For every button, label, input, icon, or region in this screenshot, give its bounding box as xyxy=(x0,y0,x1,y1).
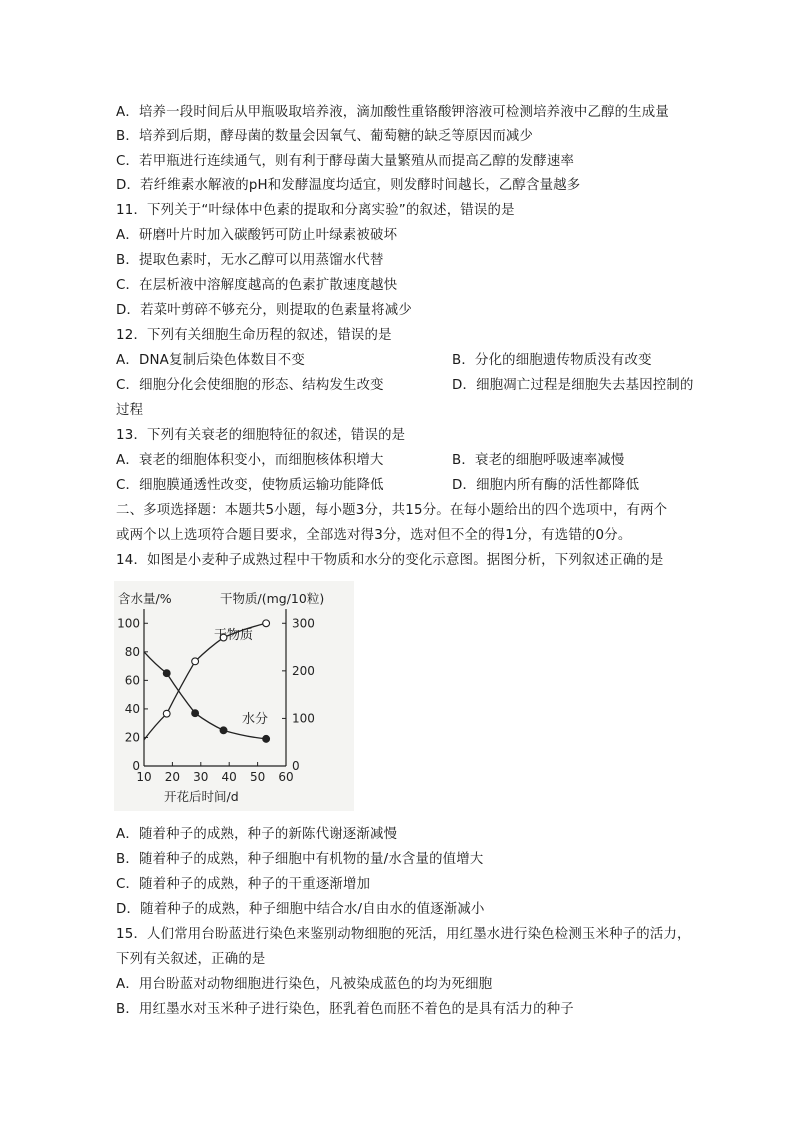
x-tick-label: 40 xyxy=(221,770,237,784)
q12-stem: 12．下列有关细胞生命历程的叙述，错误的是 xyxy=(116,328,392,343)
q14-option-d: D．随着种子的成熟，种子细胞中结合水/自由水的值逐渐减小 xyxy=(116,902,485,917)
x-tick-label: 30 xyxy=(193,770,209,784)
left-y-tick-label: 40 xyxy=(124,701,140,716)
q11-stem: 11．下列关于“叶绿体中色素的提取和分离实验”的叙述，错误的是 xyxy=(116,203,515,218)
q14-option-a: A．随着种子的成熟，种子的新陈代谢逐渐减慢 xyxy=(116,827,398,842)
q11-option-b: B．提取色素时，无水乙醇可以用蒸馏水代替 xyxy=(116,253,384,268)
q13-option-d: D．细胞内所有酶的活性都降低 xyxy=(452,478,640,493)
q10-option-d: D．若纤维素水解液的pH和发酵温度均适宜，则发酵时间越长，乙醇含量越多 xyxy=(116,178,581,193)
q15-option-a: A．用台盼蓝对动物细胞进行染色，凡被染成蓝色的均为死细胞 xyxy=(116,977,493,992)
data-point-dry-matter xyxy=(263,620,270,627)
q13-stem: 13．下列有关衰老的细胞特征的叙述，错误的是 xyxy=(116,428,406,443)
q12-option-c: C．细胞分化会使细胞的形态、结构发生改变 xyxy=(116,378,384,393)
q14-option-c: C．随着种子的成熟，种子的干重逐渐增加 xyxy=(116,877,371,892)
q10-option-a: A．培养一段时间后从甲瓶吸取培养液，滴加酸性重铬酸钾溶液可检测培养液中乙醇的生成量 xyxy=(116,105,669,120)
q12-option-a: A．DNA复制后染色体数目不变 xyxy=(116,353,305,368)
seed-maturation-chart xyxy=(114,581,354,811)
left-y-tick-label: 100 xyxy=(117,616,140,631)
q15-option-b: B．用红墨水对玉米种子进行染色，胚乳着色而胚不着色的是具有活力的种子 xyxy=(116,1002,574,1017)
q13-option-b: B．衰老的细胞呼吸速率减慢 xyxy=(452,453,625,468)
q13-option-a: A．衰老的细胞体积变小，而细胞核体积增大 xyxy=(116,453,384,468)
data-point-water xyxy=(192,710,199,717)
data-point-dry-matter xyxy=(163,710,170,717)
series-label-dry-matter: 干物质 xyxy=(214,628,254,643)
x-tick-label: 60 xyxy=(278,770,294,784)
q15-stem-line2: 下列有关叙述，正确的是 xyxy=(116,952,266,967)
data-point-water xyxy=(220,727,227,734)
q12-option-d-continued: 过程 xyxy=(116,403,144,418)
right-y-tick-label: 100 xyxy=(292,711,315,726)
data-point-dry-matter xyxy=(192,658,199,665)
data-point-water xyxy=(263,735,270,742)
right-y-tick-label: 300 xyxy=(292,616,315,631)
q15-stem-line1: 15．人们常用台盼蓝进行染色来鉴别动物细胞的死活，用红墨水进行染色检测玉米种子的活力， xyxy=(116,927,691,942)
q10-option-b: B．培养到后期，酵母菌的数量会因氧气、葡萄糖的缺乏等原因而减少 xyxy=(116,129,534,144)
q11-option-c: C．在层析液中溶解度越高的色素扩散速度越快 xyxy=(116,278,398,293)
x-tick-label: 20 xyxy=(164,770,181,784)
data-point-water xyxy=(163,670,170,677)
section2-instructions-2: 或两个以上选项符合题目要求，全部选对得3分，选对但不全的得1分，有选错的0分。 xyxy=(116,528,632,543)
q11-option-a: A．研磨叶片时加入碳酸钙可防止叶绿素被破坏 xyxy=(116,228,398,243)
q13-option-c: C．细胞膜通透性改变，使物质运输功能降低 xyxy=(116,478,384,493)
right-y-tick-label: 0 xyxy=(292,759,300,773)
q11-option-d: D．若菜叶剪碎不够充分，则提取的色素量将减少 xyxy=(116,303,412,318)
left-y-tick-label: 0 xyxy=(132,759,140,773)
left-y-tick-label: 80 xyxy=(124,644,140,659)
x-tick-label: 10 xyxy=(136,770,152,784)
x-axis-title: 开花后时间/d xyxy=(164,789,239,804)
right-y-tick-label: 200 xyxy=(292,663,315,678)
right-axis-title: 干物质/(mg/10粒) xyxy=(220,591,325,606)
q14-option-b: B．随着种子的成熟，种子细胞中有机物的量/水含量的值增大 xyxy=(116,852,484,867)
left-axis-title: 含水量/% xyxy=(118,591,172,606)
q14-stem: 14．如图是小麦种子成熟过程中干物质和水分的变化示意图。据图分析，下列叙述正确的是 xyxy=(116,553,664,568)
left-y-tick-label: 20 xyxy=(124,730,140,745)
x-tick-label: 50 xyxy=(249,770,266,784)
series-label-water: 水分 xyxy=(242,712,269,727)
q12-option-b: B．分化的细胞遗传物质没有改变 xyxy=(452,353,652,368)
q10-option-c: C．若甲瓶进行连续通气，则有利于酵母菌大量繁殖从而提高乙醇的发酵速率 xyxy=(116,154,575,169)
section2-instructions-1: 二、多项选择题：本题共5小题，每小题3分，共15分。在每小题给出的四个选项中，有两个 xyxy=(116,503,668,518)
left-y-tick-label: 60 xyxy=(124,673,140,688)
q12-option-d: D．细胞凋亡过程是细胞失去基因控制的 xyxy=(452,378,694,393)
